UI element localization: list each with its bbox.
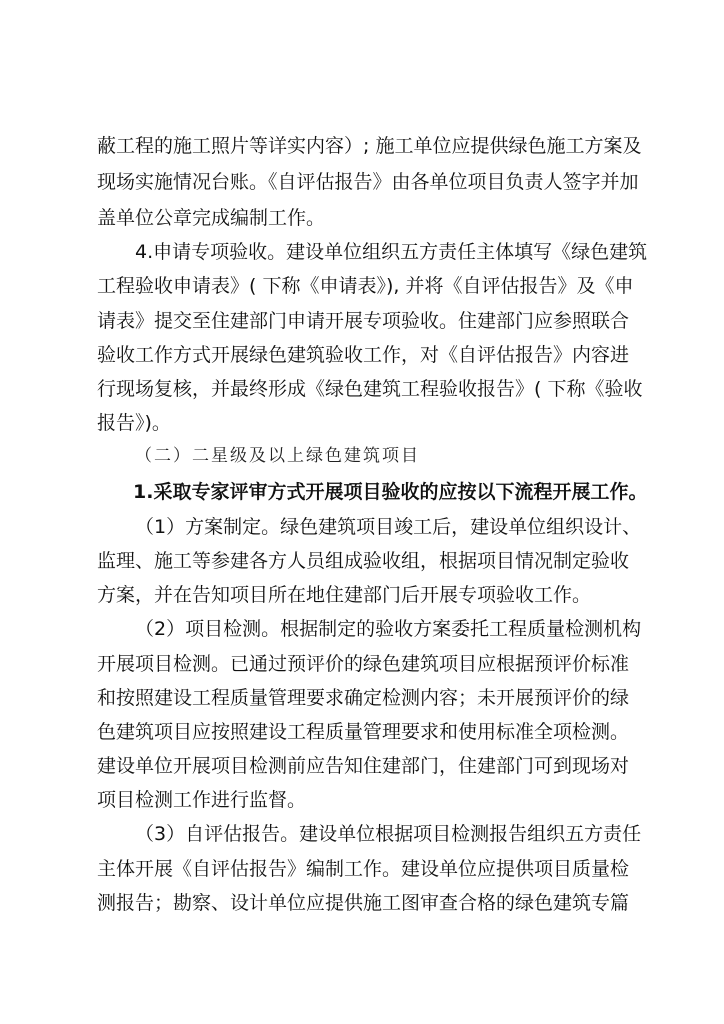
text-line-6: 请表》提交至住建部门申请开展专项验收。住建部门应参照联合 xyxy=(97,310,630,332)
text-line-20: 项目检测工作进行监督。 xyxy=(97,789,307,811)
text-line-5: 工程验收申请表》( 下称《申请表》), 并将《自评估报告》及《申 xyxy=(97,275,634,297)
text-line-14: 方案，并在告知项目所在地住建部门后开展专项验收工作。 xyxy=(97,584,592,606)
text-line-8: 行现场复核，并最终形成《绿色建筑工程验收报告》( 下称《验收 xyxy=(97,378,643,400)
text-line-1: 蔽工程的施工照片等详实内容）; 施工单位应提供绿色施工方案及 xyxy=(97,135,642,157)
text-line-9: 报告》)。 xyxy=(97,412,171,434)
text-line-15: （2）项目检测。根据制定的验收方案委托工程质量检测机构 xyxy=(135,618,642,640)
text-line-3: 盖单位公章完成编制工作。 xyxy=(97,207,326,229)
text-line-13: 监理、施工等参建各方人员组成验收组，根据项目情况制定验收 xyxy=(97,550,630,572)
text-line-18: 色建筑项目应按照建设工程质量管理要求和使用标准全项检测。 xyxy=(97,721,630,743)
subsection-heading: 1.采取专家评审方式开展项目验收的应按以下流程开展工作。 xyxy=(133,481,648,503)
text-line-23: 测报告；勘察、设计单位应提供施工图审查合格的绿色建筑专篇 xyxy=(97,892,630,914)
text-line-16: 开展项目检测。已通过预评价的绿色建筑项目应根据预评价标准 xyxy=(97,653,630,675)
text-line-21: （3）自评估报告。建设单位根据项目检测报告组织五方责任 xyxy=(135,823,642,845)
text-line-4: 4.申请专项验收。建设单位组织五方责任主体填写《绿色建筑 xyxy=(135,241,648,263)
section-heading: （二）二星级及以上绿色建筑项目 xyxy=(135,446,420,466)
text-line-7: 验收工作方式开展绿色建筑验收工作，对《自评估报告》内容进 xyxy=(97,344,630,366)
text-line-12: （1）方案制定。绿色建筑项目竣工后，建设单位组织设计、 xyxy=(135,516,642,538)
text-line-17: 和按照建设工程质量管理要求确定检测内容；未开展预评价的绿 xyxy=(97,687,630,709)
text-line-19: 建设单位开展项目检测前应告知住建部门，住建部门可到现场对 xyxy=(97,755,630,777)
text-line-2: 现场实施情况台账。《自评估报告》由各单位项目负责人签字并加 xyxy=(97,171,639,193)
text-line-22: 主体开展《自评估报告》编制工作。建设单位应提供项目质量检 xyxy=(97,858,630,880)
